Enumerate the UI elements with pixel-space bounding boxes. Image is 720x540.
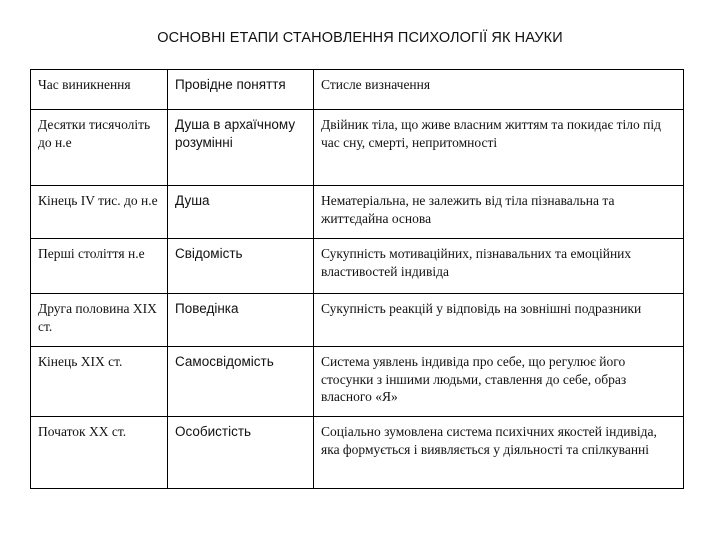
- row-time: Початок XX ст.: [31, 417, 168, 489]
- table-row: [31, 239, 684, 294]
- table-row: [31, 110, 684, 186]
- table-row: [31, 186, 684, 239]
- row-definition: Двійник тіла, що живе власним життям та покидає тіло під час сну, смерті, непритомності: [314, 110, 684, 186]
- row-time: Кінець IV тис. до н.е: [31, 186, 168, 239]
- header-definition: Стисле визначення: [314, 70, 684, 110]
- row-concept: Особистість: [168, 417, 314, 489]
- row-time: Перші століття н.е: [31, 239, 168, 294]
- row-time: Друга половина XIX ст.: [31, 294, 168, 347]
- row-time: Десятки тисячоліть до н.е: [31, 110, 168, 186]
- row-definition: Система уявлень індивіда про себе, що регулює його стосунки з іншими людьми, ставлення до себе, образ власного «Я»: [314, 347, 684, 417]
- header-concept: Провідне поняття: [168, 70, 314, 110]
- stages-table: [30, 69, 684, 489]
- table-row: [31, 417, 684, 489]
- row-concept: Душа в архаїчному розумінні: [168, 110, 314, 186]
- row-definition: Сукупність мотиваційних, пізнавальних та емоційних властивостей індивіда: [314, 239, 684, 294]
- table-header-row: [31, 70, 684, 110]
- table-row: [31, 347, 684, 417]
- row-definition: Нематеріальна, не залежить від тіла пізнавальна та життєдайна основа: [314, 186, 684, 239]
- header-time: Час виникнення: [31, 70, 168, 110]
- row-definition: Соціально зумовлена система психічних якостей індивіда, яка формується і виявляється у діяльності та спілкуванні: [314, 417, 684, 489]
- row-concept: Душа: [168, 186, 314, 239]
- row-definition: Сукупність реакцій у відповідь на зовнішні подразники: [314, 294, 684, 347]
- row-concept: Самосвідомість: [168, 347, 314, 417]
- page-title: ОСНОВНІ ЕТАПИ СТАНОВЛЕННЯ ПСИХОЛОГІЇ ЯК НАУКИ: [157, 30, 563, 46]
- row-concept: Свідомість: [168, 239, 314, 294]
- row-concept: Поведінка: [168, 294, 314, 347]
- row-time: Кінець XIX ст.: [31, 347, 168, 417]
- table-row: [31, 294, 684, 347]
